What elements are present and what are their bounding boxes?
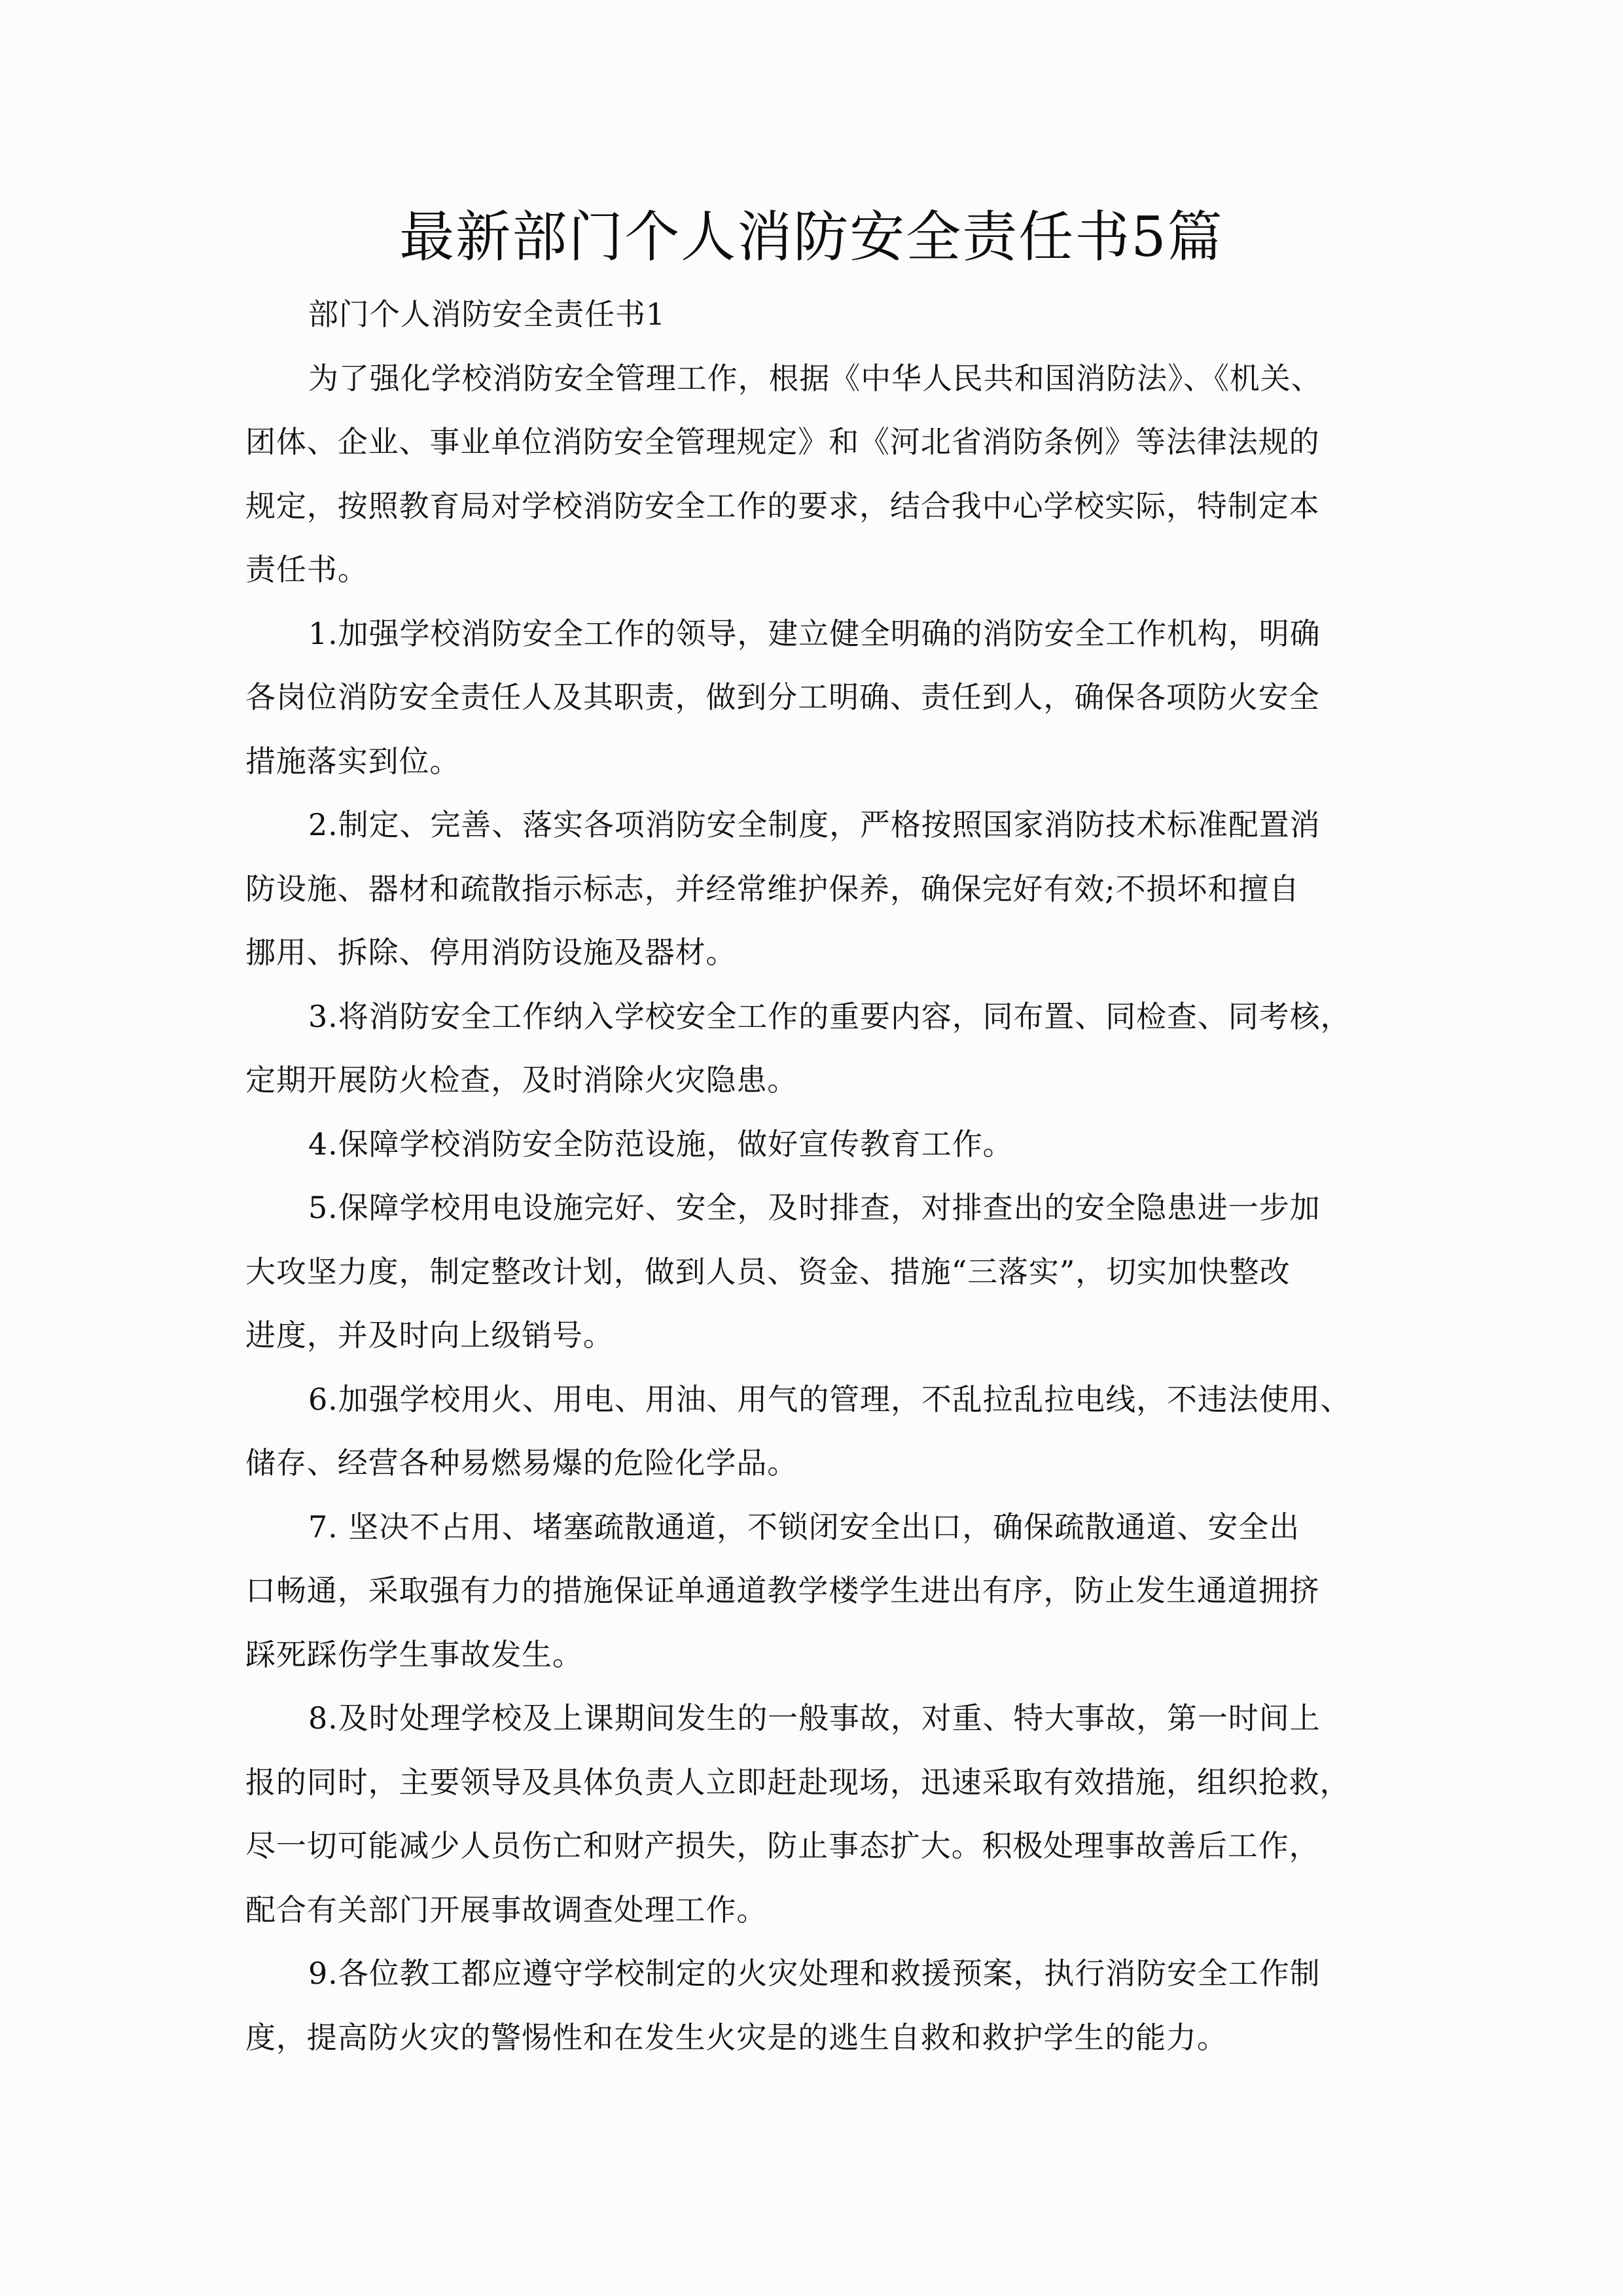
paragraph-item-8	[245, 1697, 1384, 1952]
paragraph-line: 3.将消防安全工作纳入学校安全工作的重要内容，同布置、同检查、同考核，	[308, 998, 1351, 1034]
paragraph-item-1	[245, 613, 1384, 804]
section-heading: 部门个人消防安全责任书1	[308, 296, 666, 332]
paragraph-item-2	[245, 804, 1384, 996]
paragraph-item-9	[245, 1952, 1384, 2080]
paragraph-line: 团体、企业、事业单位消防安全管理规定》和《河北省消防条例》等法律法规的	[245, 424, 1320, 459]
paragraph-line: 大攻坚力度，制定整改计划，做到人员、资金、措施“三落实”，切实加快整改	[245, 1253, 1291, 1289]
paragraph-line: 1.加强学校消防安全工作的领导，建立健全明确的消防安全工作机构，明确	[308, 615, 1321, 651]
paragraph-item-4	[245, 1123, 1384, 1187]
paragraph-line: 为了强化学校消防安全管理工作，根据《中华人民共和国消防法》、《机关、	[308, 360, 1322, 396]
paragraph-item-5	[245, 1187, 1384, 1378]
paragraph-line: 措施落实到位。	[245, 743, 461, 779]
document-title: 最新部门个人消防安全责任书5篇	[399, 205, 1224, 269]
paragraph-line: 8.及时处理学校及上课期间发生的一般事故，对重、特大事故，第一时间上	[308, 1700, 1321, 1736]
paragraph-line: 7. 坚决不占用、堵塞疏散通道，不锁闭安全出口，确保疏散通道、安全出	[308, 1509, 1300, 1545]
paragraph-intro	[245, 357, 1384, 613]
paragraph-line: 5.保障学校用电设施完好、安全，及时排查，对排查出的安全隐患进一步加	[308, 1190, 1321, 1225]
paragraph-line: 踩死踩伤学生事故发生。	[245, 1636, 583, 1672]
paragraph-item-6	[245, 1378, 1384, 1506]
paragraph-line: 2.制定、完善、落实各项消防安全制度，严格按照国家消防技术标准配置消	[308, 807, 1321, 842]
paragraph-line: 6.加强学校用火、用电、用油、用气的管理，不乱拉乱拉电线，不违法使用、	[308, 1381, 1351, 1417]
paragraph-line: 各岗位消防安全责任人及其职责，做到分工明确、责任到人，确保各项防火安全	[245, 679, 1320, 715]
paragraph-line: 度，提高防火灾的警惕性和在发生火灾是的逃生自救和救护学生的能力。	[245, 2019, 1228, 2055]
paragraph-line: 9.各位教工都应遵守学校制定的火灾处理和救援预案，执行消防安全工作制	[308, 1956, 1321, 1991]
paragraph-line: 配合有关部门开展事故调查处理工作。	[245, 1892, 768, 1928]
document-body	[245, 293, 1384, 2080]
paragraph-line: 口畅通，采取强有力的措施保证单通道教学楼学生进出有序，防止发生通道拥挤	[245, 1573, 1320, 1608]
paragraph-line: 4.保障学校消防安全防范设施，做好宣传教育工作。	[308, 1126, 1014, 1162]
paragraph-item-7	[245, 1506, 1384, 1698]
paragraph-line: 进度，并及时向上级销号。	[245, 1318, 614, 1353]
paragraph-line: 报的同时，主要领导及具体负责人立即赶赴现场，迅速采取有效措施，组织抢救，	[245, 1764, 1351, 1800]
paragraph-line: 尽一切可能减少人员伤亡和财产损失，防止事态扩大。积极处理事故善后工作，	[245, 1828, 1320, 1863]
paragraph-line: 挪用、拆除、停用消防设施及器材。	[245, 935, 737, 970]
paragraph-line: 储存、经营各种易燃易爆的危险化学品。	[245, 1445, 798, 1480]
paragraph-line: 责任书。	[245, 552, 368, 587]
paragraph-line: 防设施、器材和疏散指示标志，并经常维护保养，确保完好有效;不损坏和擅自	[245, 870, 1300, 906]
paragraph-item-3	[245, 996, 1384, 1123]
paragraph-line: 规定，按照教育局对学校消防安全工作的要求，结合我中心学校实际，特制定本	[245, 488, 1320, 524]
paragraph-line: 定期开展防火检查，及时消除火灾隐患。	[245, 1062, 798, 1098]
